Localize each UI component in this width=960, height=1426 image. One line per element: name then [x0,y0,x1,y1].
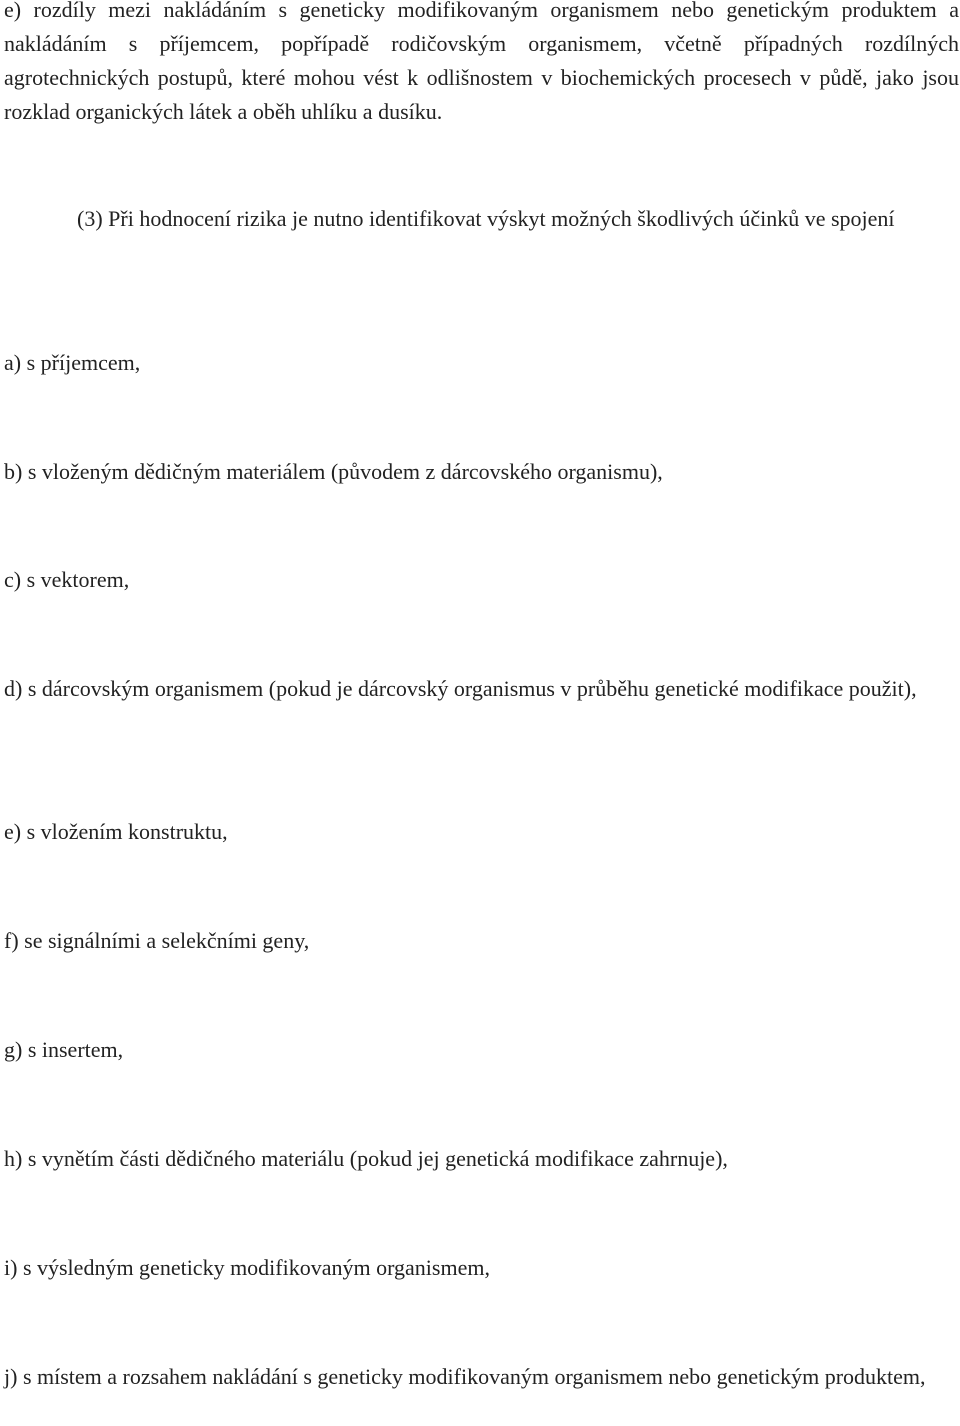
list-item-d: d) s dárcovským organismem (pokud je dárcovský organismus v průběhu genetické modifikace použit), [4,676,917,701]
list-item-b: b) s vloženým dědičným materiálem (původem z dárcovského organismu), [4,459,663,484]
list-item-a: a) s příjemcem, [4,350,141,375]
list-item-i: i) s výsledným geneticky modifikovaným organismem, [4,1255,490,1280]
paragraph-3-risk-assessment: (3) Při hodnocení rizika je nutno identifikovat výskyt možných škodlivých účinků ve spojení [77,206,895,231]
list-item-e: e) s vložením konstruktu, [4,819,228,844]
list-item-j: j) s místem a rozsahem nakládání s geneticky modifikovaným organismem nebo genetickým produktem, [4,1364,926,1389]
list-item-c: c) s vektorem, [4,567,130,592]
list-item-h: h) s vynětím části dědičného materiálu (pokud jej genetická modifikace zahrnuje), [4,1146,728,1171]
list-item-f: f) se signálními a selekčními geny, [4,928,310,953]
list-item-g: g) s insertem, [4,1037,124,1062]
paragraph-e-differences: e) rozdíly mezi nakládáním s geneticky modifikovaným organismem nebo genetickým produktem a nakládáním s příjemcem, popřípadě rodičovským organismem, včetně případných rozdílných agrotechnických postupů, které mohou vést k odlišnostem v biochemických procesech v půdě, jako jsou rozklad organických látek a oběh uhlíku a dusíku. [4,0,959,124]
